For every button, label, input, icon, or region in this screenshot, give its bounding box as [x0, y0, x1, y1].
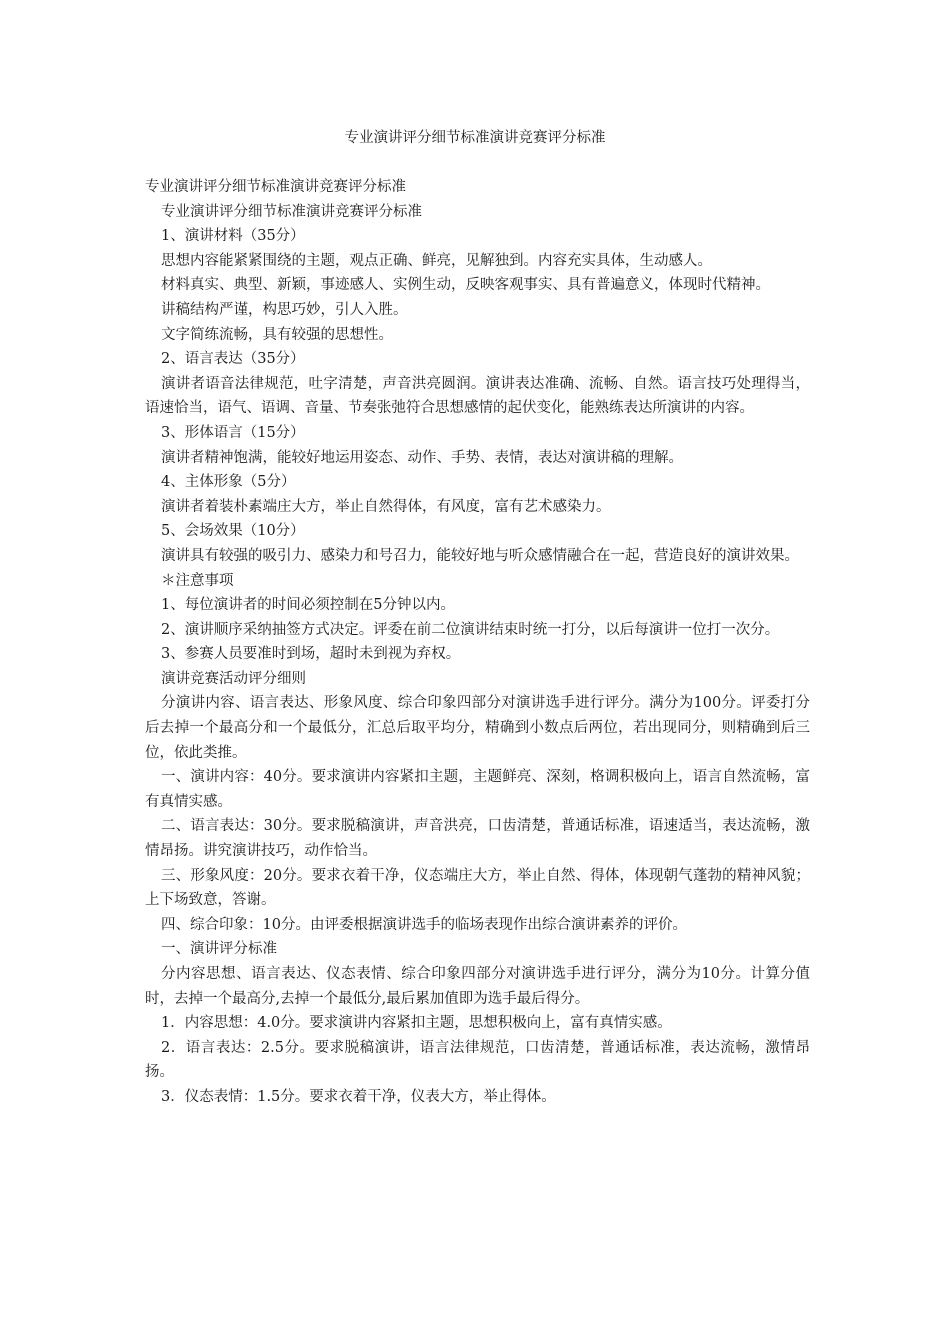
paragraph: 2、演讲顺序采纳抽签方式决定。评委在前二位演讲结束时统一打分，以后每演讲一位打一次分。: [161, 621, 780, 638]
paragraph: 思想内容能紧紧围绕的主题，观点正确、鲜亮，见解独到。内容充实具体，生动感人。: [161, 252, 712, 269]
paragraph: 二、语言表达：30分。要求脱稿演讲，声音洪亮，口齿清楚，普通话标准，语速适当，表达流畅，激情昂扬。讲究演讲技巧，动作恰当。: [145, 818, 810, 860]
section-heading: 一、演讲评分标准: [161, 941, 277, 958]
paragraph: 演讲者着装朴素端庄大方，举止自然得体，有风度，富有艺术感染力。: [161, 498, 611, 515]
section-heading: 1、演讲材料（35分）: [161, 228, 305, 245]
paragraph: 文字简练流畅，具有较强的思想性。: [161, 326, 393, 343]
paragraph: 材料真实、典型、新颖，事迹感人、实例生动，反映客观事实、具有普遍意义，体现时代精神。: [161, 277, 770, 294]
paragraph: 讲稿结构严谨，构思巧妙，引人入胜。: [161, 301, 408, 318]
paragraph: 分内容思想、语言表达、仪态表情、综合印象四部分对演讲选手进行评分，满分为10分。计算分值时，去掉一个最高分,去掉一个最低分,最后累加值即为选手最后得分。: [145, 966, 810, 1007]
document-title: 专业演讲评分细节标准演讲竞赛评分标准: [344, 130, 606, 146]
paragraph: 演讲具有较强的吸引力、感染力和号召力，能较好地与听众感情融合在一起，营造良好的演讲效果。: [161, 547, 799, 564]
section-heading: 演讲竞赛活动评分细则: [161, 670, 306, 687]
paragraph: 专业演讲评分细节标准演讲竞赛评分标准: [161, 203, 422, 220]
paragraph: 1．内容思想：4.0分。要求演讲内容紧扣主题，思想积极向上，富有真情实感。: [161, 1015, 672, 1032]
section-heading: 5、会场效果（10分）: [161, 523, 305, 540]
paragraph: 专业演讲评分细节标准演讲竞赛评分标准: [145, 179, 406, 195]
document-body: [145, 175, 810, 1110]
paragraph: 1、每位演讲者的时间必须控制在5分钟以内。: [161, 597, 455, 614]
section-heading: 2、语言表达（35分）: [161, 351, 305, 368]
paragraph: 演讲者语音法律规范，吐字清楚，声音洪亮圆润。演讲表达准确、流畅、自然。语言技巧处理得当，语速恰当，语气、语调、音量、节奏张弛符合思想感情的起伏变化，能熟练表达所演讲的内容。: [145, 375, 810, 417]
section-heading: 4、主体形象（5分）: [161, 474, 296, 491]
paragraph: 一、演讲内容：40分。要求演讲内容紧扣主题，主题鲜亮、深刻，格调积极向上，语言自然流畅，富有真情实感。: [145, 769, 810, 810]
paragraph: 四、综合印象：10分。由评委根据演讲选手的临场表现作出综合演讲素养的评价。: [161, 916, 687, 933]
paragraph: 三、形象风度：20分。要求衣着干净，仪态端庄大方，举止自然、得体，体现朝气蓬勃的精神风貌；上下场致意，答谢。: [145, 867, 810, 909]
section-heading: 3、形体语言（15分）: [161, 424, 305, 441]
paragraph: 3．仪态表情：1.5分。要求衣着干净，仪表大方，举止得体。: [161, 1088, 556, 1105]
section-heading: ＊注意事项: [161, 572, 234, 589]
paragraph: 2．语言表达：2.5分。要求脱稿演讲，语言法律规范，口齿清楚，普通话标准，表达流畅，激情昂扬。: [145, 1039, 810, 1081]
paragraph: 分演讲内容、语言表达、形象风度、综合印象四部分对演讲选手进行评分。满分为100分。评委打分后去掉一个最高分和一个最低分，汇总后取平均分，精确到小数点后两位，若出现同分，则精确到后三位，依此类推。: [145, 695, 810, 761]
paragraph: 演讲者精神饱满，能较好地运用姿态、动作、手势、表情，表达对演讲稿的理解。: [161, 449, 683, 466]
paragraph: 3、参赛人员要准时到场，超时未到视为弃权。: [161, 646, 461, 663]
